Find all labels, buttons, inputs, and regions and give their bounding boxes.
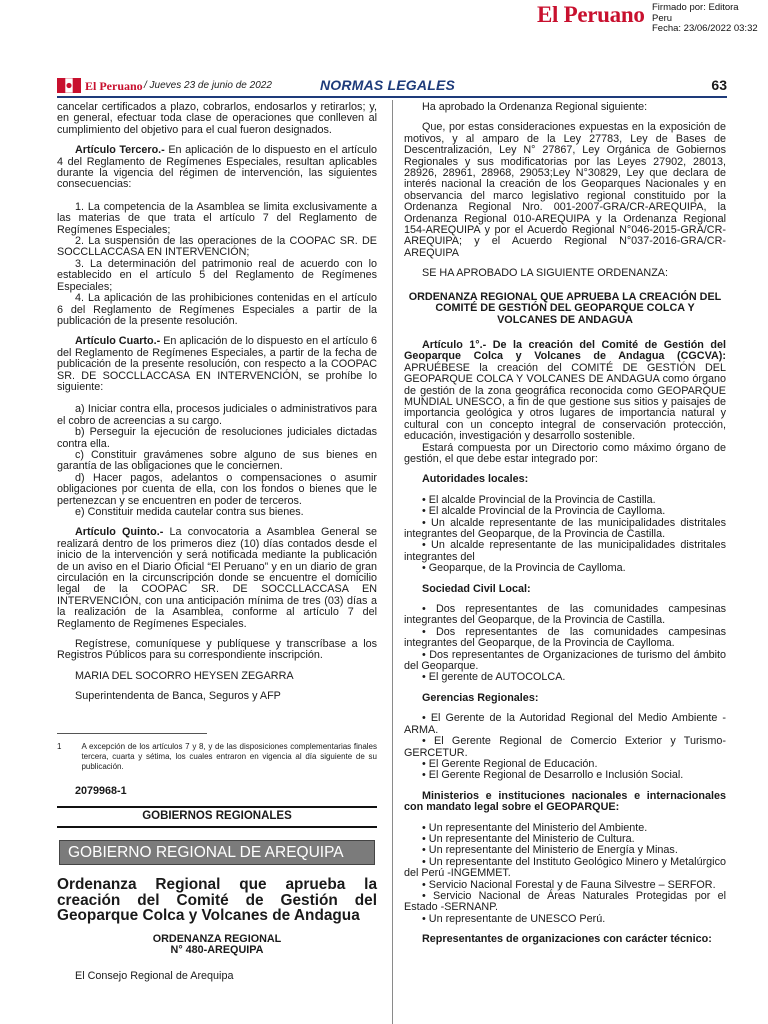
- subsection-title: Ministerios e instituciones nacionales e internacionales con mandato legal sobre el GEOPARQUE:: [404, 789, 726, 814]
- footnote-text: A excepción de los artículos 7 y 8, y de las disposiciones complementarias finales tercera, cuarta y sétima, los cuales entraron en vigencia al día siguiente de su publicación.: [81, 741, 377, 771]
- footnote-mark: 1: [57, 741, 62, 751]
- page-number: 63: [711, 77, 727, 93]
- paragraph: El Consejo Regional de Arequipa: [75, 969, 234, 982]
- article-body: APRUÉBESE la creación del COMITÉ DE GESTIÓN DEL GEOPARQUE COLCA Y VOLCANES DE ANDAGUA como órgano de gestión de la zona geográfica reconocida como GEOPARQUE MUNDIAL UNESCO, a fin de que gestione sus sitios y paisajes de importancia geológica y otros lugares de importancia natural y cultural con un concepto integral de conservación protección, educación, investigación y desarrollo sostenible.: [404, 361, 726, 443]
- list-item: • Un representante del Ministerio del Ambiente.: [422, 821, 648, 834]
- article-body: La convocatoria a Asamblea General se realizará dentro de los primeros diez (10) días contados desde el inicio de la intervención y será notificada mediante la publicación de un aviso en el Diario Oficial “El Peruano” y en un diario de gran circulación en la circunscripción donde se encuentre el domicilio legal de la COOPAC SR. DE SOCCLLACCASA EN INTERVENCIÓN, con una anticipación mínima de tres (03) días a la realización de la Asamblea, conforme al artículo 7 del Reglamento de Regímenes Especiales.: [57, 526, 377, 630]
- section-title: NORMAS LEGALES: [320, 77, 456, 93]
- subsection-title: Gerencias Regionales:: [422, 691, 539, 704]
- list-item: • Un alcalde representante de las municipalidades distritales integrantes del Geoparque, de la Provincia de Castilla.: [404, 516, 726, 540]
- right-column: [404, 102, 726, 955]
- article-body: En aplicación de lo dispuesto en el artículo 4 del Reglamento de Regímenes Especiales, resultan aplicables durante la vigencia del régimen de intervención, las siguientes consecuencias:: [57, 144, 377, 191]
- signature-line: Peru: [652, 12, 673, 24]
- document-code: 2079968-1: [75, 784, 127, 797]
- paragraph: SE HA APROBADO LA SIGUIENTE ORDENANZA:: [422, 267, 668, 280]
- article-cuarto: [57, 336, 377, 393]
- subsection-title: Sociedad Civil Local:: [422, 582, 531, 595]
- paragraph: Estará compuesta por un Directorio como máximo órgano de gestión, el que debe estar integrado por:: [404, 441, 726, 465]
- article-tercero: [57, 145, 377, 191]
- list-item: • Dos representantes de las comunidades campesinas integrantes del Geoparque, de la Provincia de Caylloma.: [404, 625, 726, 650]
- header-rule: [57, 96, 727, 98]
- list-item: • Dos representantes de las comunidades campesinas integrantes del Geoparque, de la Provincia de Castilla.: [404, 603, 726, 627]
- signer-role: Superintendenta de Banca, Seguros y AFP: [75, 690, 281, 703]
- list-item: 4. La aplicación de las prohibiciones contenidas en el artículo 6 del Reglamento de Regímenes Especiales a partir de la publicación de la presente resolución.: [57, 292, 377, 327]
- list-item: e) Constituir medida cautelar contra sus bienes.: [75, 506, 304, 518]
- masthead: [0, 0, 768, 40]
- article-1: [404, 340, 726, 443]
- section-band: GOBIERNOS REGIONALES: [57, 806, 377, 827]
- header-brand: El Peruano: [85, 79, 143, 93]
- list-item: a) Iniciar contra ella, procesos judiciales o administrativos para el cobro de acreencias a su cargo.: [57, 403, 377, 427]
- list-item: b) Perseguir la ejecución de resoluciones judiciales dictadas contra ella.: [57, 426, 377, 450]
- header-date: / Jueves 23 de junio de 2022: [144, 80, 272, 91]
- signature-line: Fecha: 23/06/2022 03:32: [652, 23, 758, 34]
- brand-logo: El Peruano: [537, 2, 645, 27]
- list-item: d) Hacer pagos, adelantos o compensaciones o asumir obligaciones por cuenta de ella, con los fondos o bienes que le pertenezcan y se encuentren en poder de terceros.: [57, 471, 377, 507]
- list-item: 2. La suspensión de las operaciones de la COOPAC SR. DE SOCCLLACCASA EN INTERVENCIÓN;: [57, 235, 377, 259]
- ordinance-number: [57, 934, 377, 957]
- government-banner: GOBIERNO REGIONAL DE AREQUIPA: [59, 840, 375, 865]
- running-header: [57, 76, 727, 96]
- list-item: • El Gerente Regional de Educación.: [422, 757, 598, 770]
- footnote: [57, 733, 377, 772]
- paragraph: Ha aprobado la Ordenanza Regional siguiente:: [422, 101, 648, 113]
- list-item: • Un alcalde representante de las municipalidades distritales integrantes del: [404, 539, 726, 563]
- subsection-title: Autoridades locales:: [422, 473, 529, 486]
- ordinance-id: N° 480-AREQUIPA: [170, 944, 264, 957]
- signer-name: MARIA DEL SOCORRO HEYSEN ZEGARRA: [75, 669, 294, 682]
- headline: Ordenanza Regional que aprueba la creación del Comité de Gestión del Geoparque Colca y Volcanes de Andagua: [57, 875, 377, 925]
- list-item: 3. La determinación del patrimonio real de acuerdo con lo establecido en el artículo 5 del Reglamento de Regímenes Especiales;: [57, 257, 377, 293]
- ordinance-heading: ORDENANZA REGIONAL QUE APRUEBA LA CREACIÓN DEL COMITÉ DE GESTIÓN DEL GEOPARQUE COLCA Y VOLCANES DE ANDAGUA: [408, 290, 722, 326]
- signature-line: Firmado por: Editora: [652, 2, 739, 13]
- list-item: • Un representante del Ministerio de Energía y Minas.: [422, 844, 678, 857]
- list-item: • El Gerente Regional de Comercio Exterior y Turismo-GERCETUR.: [404, 735, 726, 759]
- ordinance-label: ORDENANZA REGIONAL: [152, 932, 282, 945]
- list-item: 1. La competencia de la Asamblea se limita exclusivamente a las materias de que trata el artículo 7 del Reglamento de Regímenes Especiales;: [57, 200, 377, 236]
- article-title: Artículo Tercero.-: [75, 144, 165, 157]
- list-item: • El alcalde Provincial de la Provincia de Caylloma.: [422, 505, 666, 518]
- list-item: c) Constituir gravámenes sobre alguno de sus bienes en garantía de las obligaciones que le conciernen.: [57, 448, 377, 473]
- list-item: • El Gerente de la Autoridad Regional del Medio Ambiente -ARMA.: [404, 712, 726, 736]
- article-title: Artículo 1°.- De la creación del Comité de Gestión del Geoparque Colca y Volcanes de Andagua (CGCVA):: [404, 338, 726, 363]
- list-item: • El alcalde Provincial de la Provincia de Castilla.: [422, 493, 656, 506]
- left-column: [57, 102, 377, 991]
- list-item: • Servicio Nacional Forestal y de Fauna Silvestre – SERFOR.: [422, 878, 716, 891]
- article-title: Artículo Cuarto.-: [75, 335, 161, 348]
- list-item: • Servicio Nacional de Áreas Naturales Protegidas por el Estado -SERNANP.: [404, 889, 726, 914]
- list-item: • Un representante de UNESCO Perú.: [422, 912, 606, 925]
- article-title: Artículo Quinto.-: [75, 526, 164, 539]
- digital-signature: [652, 3, 768, 35]
- list-item: • Un representante del Instituto Geológico Minero y Metalúrgico del Perú -INGEMMET.: [404, 855, 726, 880]
- list-item: • Geoparque, de la Provincia de Caylloma.: [422, 562, 626, 575]
- peru-shield-icon: [57, 78, 81, 93]
- list-item: • El Gerente Regional de Desarrollo e Inclusión Social.: [422, 769, 684, 782]
- list-item: • El gerente de AUTOCOLCA.: [422, 671, 566, 684]
- column-divider: [392, 100, 393, 1024]
- paragraph: cancelar certificados a plazo, cobrarlos, endosarlos y retirarlos; y, en general, efectuar toda clase de operaciones que conlleven al cumplimiento del objetivo para el cual fueron designados.: [57, 101, 377, 136]
- list-item: • Dos representantes de Organizaciones de turismo del ámbito del Geoparque.: [404, 648, 726, 673]
- subsection-title: Representantes de organizaciones con carácter técnico:: [422, 933, 712, 946]
- article-body: En aplicación de lo dispuesto en el artículo 6 del Reglamento de Regímenes Especiales, a partir de la fecha de publicación de la presente resolución, con respecto a la COOPAC SR. DE SOCCLLACCASA EN INTERVENCIÓN, se prohíbe lo siguiente:: [57, 335, 377, 393]
- closing-paragraph: Regístrese, comuníquese y publíquese y transcríbase a los Registros Públicos para su correspondiente inscripción.: [57, 638, 377, 662]
- list-item: • Un representante del Ministerio de Cultura.: [422, 832, 635, 845]
- paragraph: Que, por estas consideraciones expuestas en la exposición de motivos, y al amparo de la Ley 27783, Ley de Bases de Descentralización, Ley N° 27867, Ley Orgánica de Gobiernos Regionales y sus modificatorias por las Leyes 27902, 28013, 28926, 28961, 28968, 29053;Ley N°30829, Ley que declara de interés nacional la creación de los Geoparques Nacionales y en observancia del marco legislativo regional constituido por la Ordenanza Regional Nro. 001-2007-GRA/CR-AREQUIPA, la Ordenanza Regional 010-AREQUIPA y la Ordenanza Regional 154-AREQUIPA y por el Acuerdo Regional N°046-2015-GRA/CR-AREQUIPA; y el Acuerdo Regional N°037-2016-GRA/CR-AREQUIPA: [404, 121, 726, 259]
- article-quinto: [57, 527, 377, 630]
